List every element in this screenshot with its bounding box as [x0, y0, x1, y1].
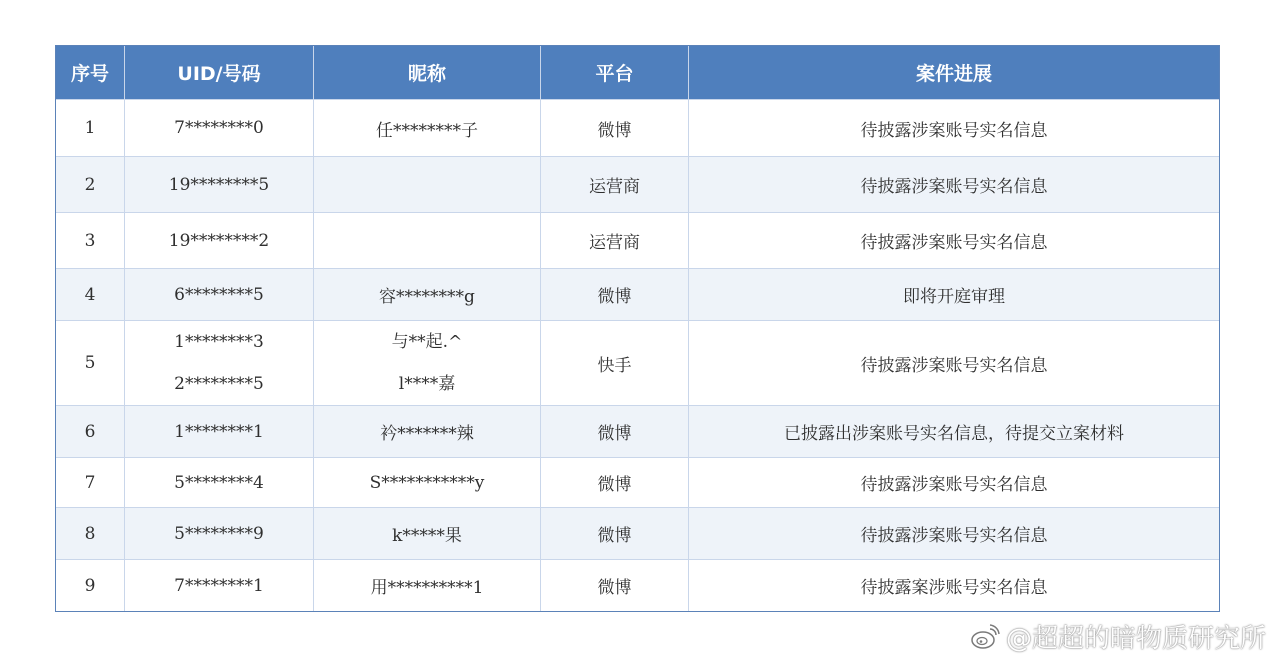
watermark-text: @超超的暗物质研究所 [1005, 624, 1266, 654]
watermark [970, 618, 1266, 655]
cell-platform: 微博 [541, 406, 689, 458]
cell-nickname-line: 与**起.^ [391, 332, 463, 353]
cell-nickname: 用**********1 [314, 560, 541, 611]
cell-uid-line: 2********5 [174, 374, 264, 395]
cell-index: 6 [56, 406, 125, 458]
cell-nickname-line: l****嘉 [398, 374, 456, 395]
table-row [56, 508, 1219, 560]
cell-nickname: k*****果 [314, 508, 541, 560]
cell-platform: 微博 [541, 100, 689, 157]
header-platform: 平台 [541, 46, 689, 100]
cell-nickname: 衿*******辣 [314, 406, 541, 458]
cell-index: 8 [56, 508, 125, 560]
cell-progress: 待披露涉案账号实名信息 [689, 100, 1220, 157]
header-progress: 案件进展 [689, 46, 1220, 100]
nickname-stack [314, 321, 540, 405]
cell-index: 9 [56, 560, 125, 611]
header-index: 序号 [56, 46, 125, 100]
cell-nickname: 任********子 [314, 100, 541, 157]
cell-index: 4 [56, 269, 125, 321]
cell-index: 1 [56, 100, 125, 157]
cell-index: 2 [56, 157, 125, 213]
cell-index: 5 [56, 321, 125, 406]
cell-uid: 7********1 [125, 560, 314, 611]
cell-platform: 运营商 [541, 213, 689, 269]
cell-progress: 待披露案涉账号实名信息 [689, 560, 1220, 611]
cell-uid: 1********1 [125, 406, 314, 458]
cell-progress: 即将开庭审理 [689, 269, 1220, 321]
cell-nickname [314, 213, 541, 269]
cell-nickname [314, 157, 541, 213]
cell-nickname [314, 321, 541, 406]
cell-platform: 微博 [541, 269, 689, 321]
cell-nickname: S***********y [314, 458, 541, 508]
cell-platform: 微博 [541, 458, 689, 508]
cell-index: 3 [56, 213, 125, 269]
cell-progress: 待披露涉案账号实名信息 [689, 213, 1220, 269]
table-row [56, 406, 1219, 458]
table-header-row [56, 46, 1219, 100]
case-table-container [55, 45, 1220, 612]
table-row [56, 213, 1219, 269]
case-table [56, 46, 1219, 611]
cell-uid: 19********5 [125, 157, 314, 213]
table-row [56, 100, 1219, 157]
header-nickname: 昵称 [314, 46, 541, 100]
cell-uid: 7********0 [125, 100, 314, 157]
cell-progress: 待披露涉案账号实名信息 [689, 458, 1220, 508]
cell-platform: 运营商 [541, 157, 689, 213]
weibo-icon [970, 624, 1000, 650]
cell-progress: 待披露涉案账号实名信息 [689, 321, 1220, 406]
cell-platform: 微博 [541, 560, 689, 611]
cell-uid: 5********9 [125, 508, 314, 560]
cell-platform: 快手 [541, 321, 689, 406]
cell-uid-line: 1********3 [174, 332, 264, 353]
cell-uid [125, 321, 314, 406]
cell-uid: 6********5 [125, 269, 314, 321]
cell-nickname: 容********g [314, 269, 541, 321]
cell-uid: 19********2 [125, 213, 314, 269]
cell-index: 7 [56, 458, 125, 508]
table-row [56, 321, 1219, 406]
cell-progress: 待披露涉案账号实名信息 [689, 157, 1220, 213]
table-row [56, 458, 1219, 508]
table-row [56, 560, 1219, 611]
cell-uid: 5********4 [125, 458, 314, 508]
cell-progress: 待披露涉案账号实名信息 [689, 508, 1220, 560]
table-row [56, 157, 1219, 213]
table-row [56, 269, 1219, 321]
cell-progress: 已披露出涉案账号实名信息，待提交立案材料 [689, 406, 1220, 458]
cell-platform: 微博 [541, 508, 689, 560]
uid-stack [125, 321, 313, 405]
header-uid: UID/号码 [125, 46, 314, 100]
